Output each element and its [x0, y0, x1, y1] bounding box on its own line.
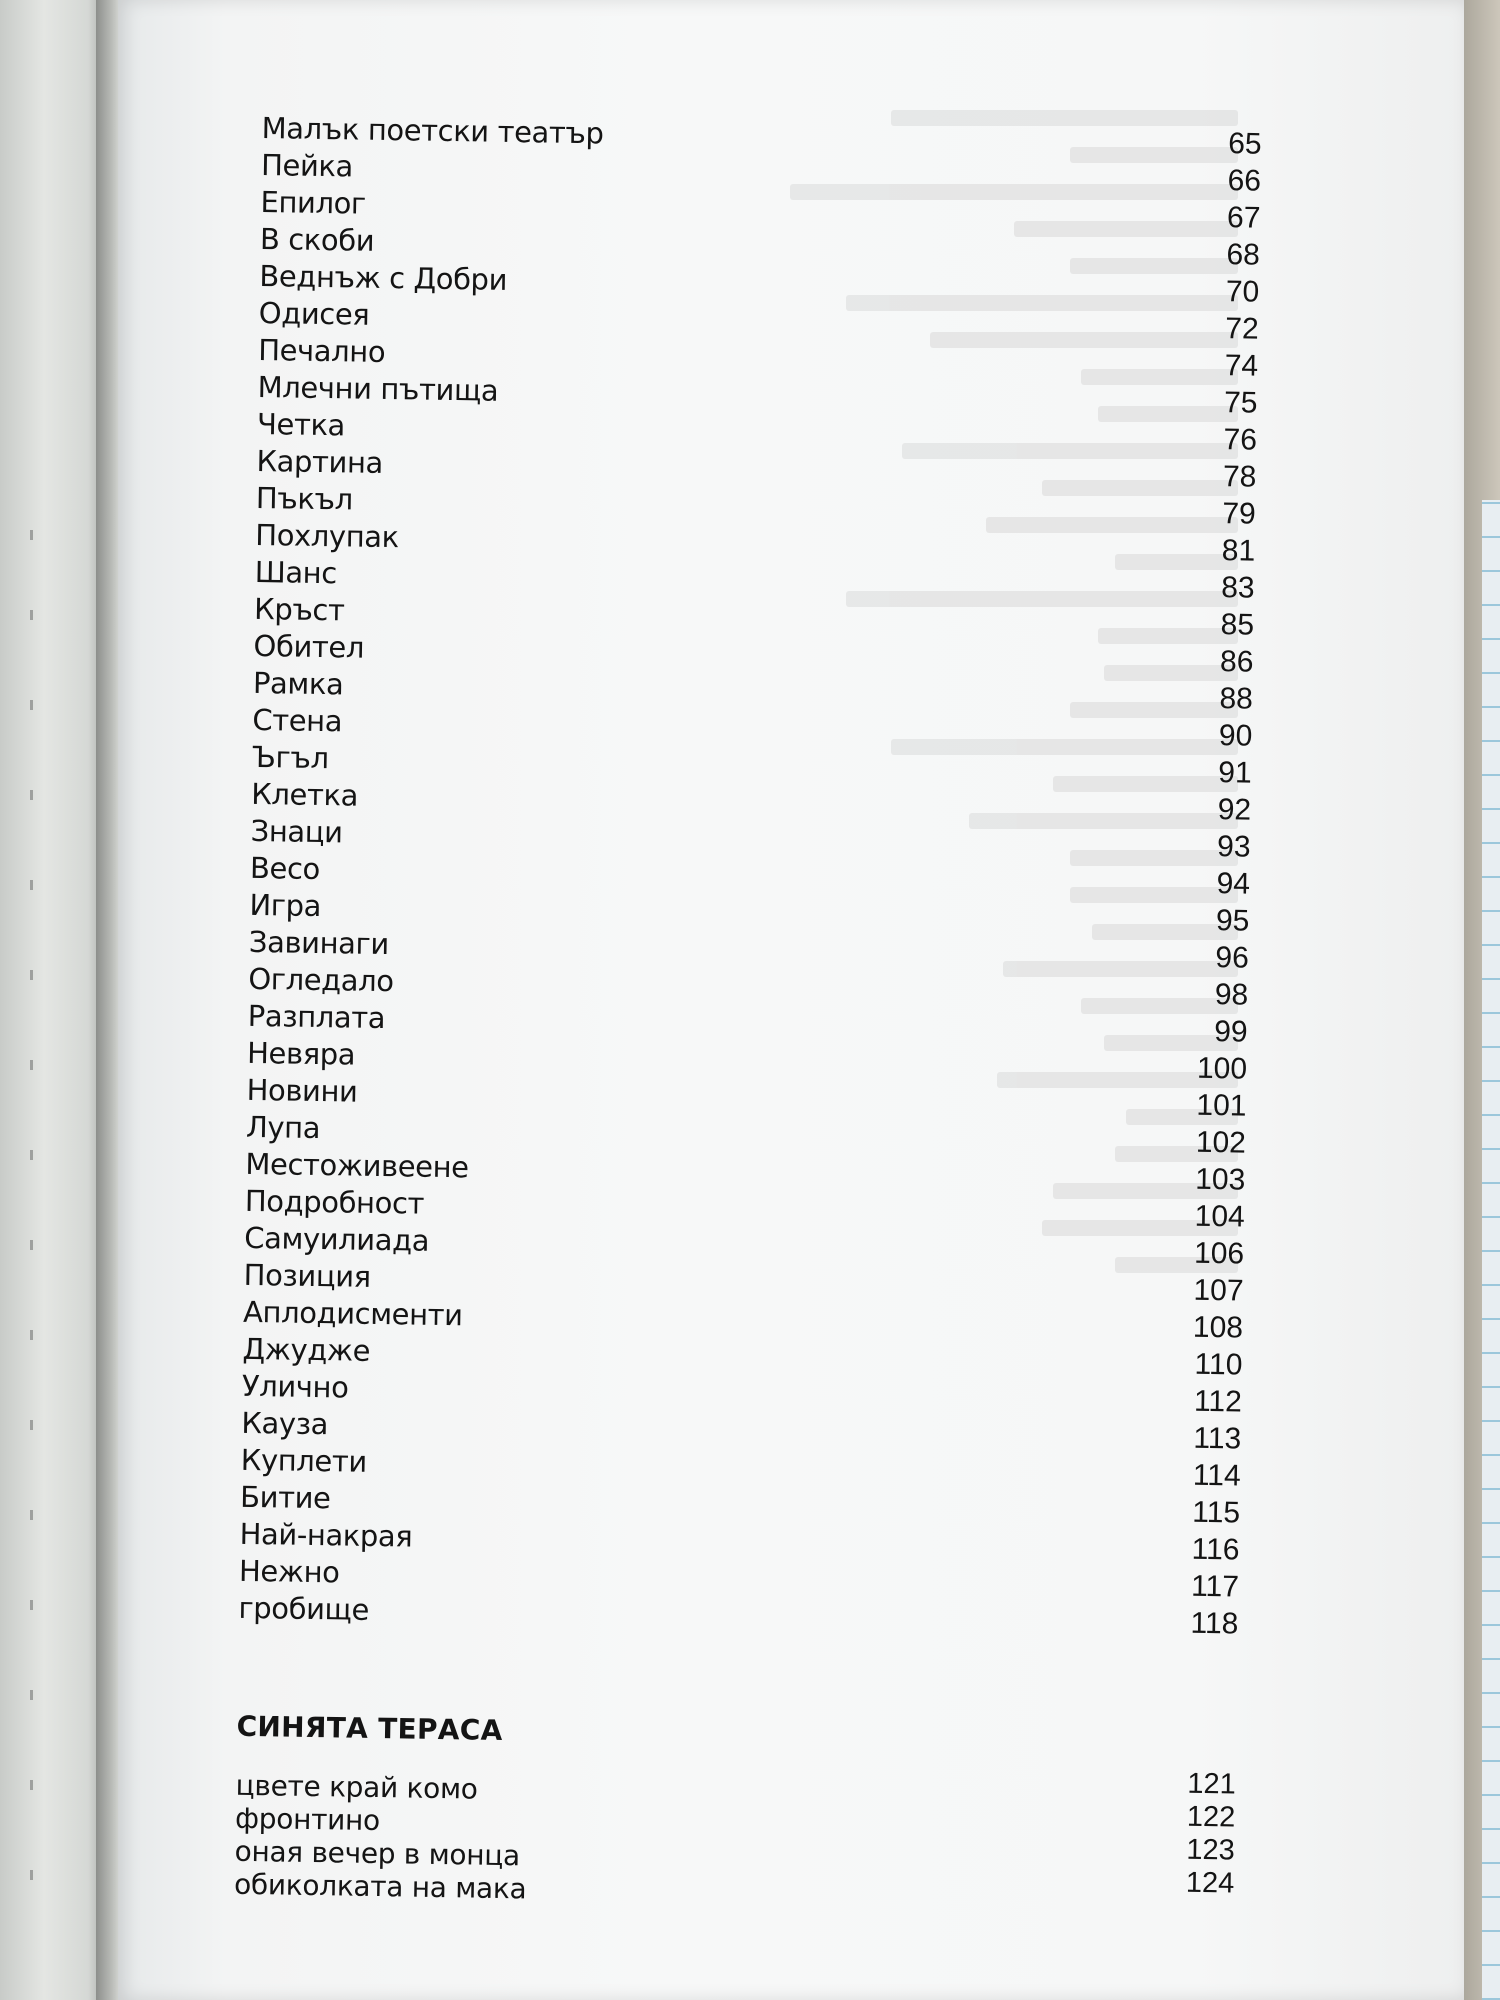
entry-title: В скоби [259, 221, 375, 258]
page-number: 92 [1217, 793, 1252, 827]
page-number: 66 [1227, 164, 1262, 198]
page-number: 95 [1215, 904, 1250, 938]
section-entry-list [234, 1769, 1236, 1917]
left-page-print-mark [30, 530, 33, 540]
entry-title: Подробност [244, 1183, 425, 1221]
section-titles [234, 1769, 1236, 1917]
entry-title: Нежно [238, 1553, 340, 1590]
left-page-print-mark [30, 610, 33, 620]
entry-title: Битие [239, 1479, 331, 1516]
entry-title: Невяра [246, 1035, 356, 1072]
page-number: 117 [1190, 1569, 1240, 1604]
table-of-contents [234, 110, 1262, 1916]
entry-title: Завинаги [248, 924, 390, 962]
left-page-print-mark [30, 1240, 33, 1250]
page-number: 110 [1194, 1347, 1243, 1382]
entry-title: Игра [249, 887, 322, 924]
page-number: 74 [1224, 349, 1259, 383]
page-number: 83 [1220, 571, 1255, 605]
page-number: 78 [1222, 460, 1257, 494]
page-number: 108 [1192, 1310, 1244, 1345]
page-number: 100 [1196, 1051, 1248, 1086]
left-page-print-mark [30, 1600, 33, 1610]
left-page-print-mark [30, 1780, 33, 1790]
page-number: 107 [1193, 1273, 1244, 1308]
entry-title: Улично [241, 1368, 349, 1405]
page-number: 122 [1186, 1800, 1236, 1834]
entry-title: Лупа [245, 1109, 321, 1146]
left-page-print-mark [30, 1330, 33, 1340]
left-page-print-mark [30, 880, 33, 890]
entry-title: Млечни пътища [257, 369, 499, 408]
entry-title: Ъгъл [251, 739, 329, 776]
entry-title: Самуилиада [244, 1220, 430, 1258]
toc-entry-list [238, 110, 1262, 1643]
entry-title: оная вечер в монца [234, 1834, 521, 1873]
entry-title: Одисея [258, 295, 370, 332]
page-number: 79 [1222, 497, 1257, 531]
entry-title: Пъкъл [255, 480, 354, 517]
entry-title: Кауза [241, 1405, 329, 1442]
page-number: 93 [1216, 830, 1251, 864]
entry-title: Аплодисменти [242, 1294, 463, 1333]
page-number: 91 [1218, 756, 1252, 790]
entry-title: Позиция [243, 1257, 372, 1294]
left-page-print-mark [30, 700, 33, 710]
page-number: 70 [1225, 275, 1260, 309]
page-number: 101 [1196, 1088, 1247, 1123]
entry-title: Местоживеене [245, 1146, 469, 1185]
entry-title: Огледало [248, 961, 394, 999]
page-number: 121 [1187, 1767, 1237, 1801]
page-number: 90 [1218, 719, 1253, 753]
section-page-numbers [1154, 1767, 1236, 1900]
page-number: 112 [1193, 1384, 1243, 1419]
page-number: 99 [1214, 1015, 1248, 1049]
page-number: 104 [1194, 1199, 1245, 1234]
page-number: 116 [1191, 1532, 1240, 1567]
page-number: 124 [1185, 1866, 1235, 1900]
entry-title: Весо [249, 850, 321, 887]
left-page-print-mark [30, 790, 33, 800]
entry-title: Епилог [260, 184, 367, 221]
entry-title: гробище [238, 1590, 370, 1627]
entry-title: Новини [246, 1072, 358, 1109]
page-number: 72 [1225, 312, 1259, 346]
page-number: 94 [1216, 867, 1251, 901]
page-number: 113 [1193, 1421, 1242, 1456]
section-heading: СИНЯТА ТЕРАСА [236, 1709, 503, 1747]
entry-title: Кръст [253, 591, 345, 628]
entry-title: Обител [253, 628, 365, 665]
entry-title: Четка [256, 406, 346, 443]
left-page-print-mark [30, 1510, 33, 1520]
left-page-print-mark [30, 1690, 33, 1700]
entry-title: Картина [256, 443, 384, 480]
grid-paper-strip [1482, 500, 1500, 2000]
page-number: 86 [1219, 645, 1254, 679]
page-number: 98 [1214, 978, 1249, 1012]
entry-title: Клетка [250, 776, 359, 813]
entry-title: Шанс [254, 554, 338, 591]
left-page-print-mark [30, 1150, 33, 1160]
page-number: 96 [1215, 941, 1250, 975]
page-number: 118 [1190, 1606, 1239, 1641]
page-number: 114 [1192, 1458, 1241, 1493]
entry-title: обиколката на мака [233, 1867, 527, 1906]
entry-title: Похлупак [255, 517, 400, 555]
entry-title: Малък поетски театър [261, 110, 604, 151]
left-page-print-mark [30, 1870, 33, 1880]
page-number: 65 [1227, 127, 1262, 161]
left-page-print-mark [30, 1060, 33, 1070]
entry-title: цвете край комо [235, 1768, 478, 1806]
page-number: 106 [1193, 1236, 1245, 1271]
entry-title: фронтино [234, 1801, 381, 1838]
page-number: 67 [1226, 201, 1261, 235]
page-number: 88 [1219, 682, 1254, 716]
entry-title: Пейка [260, 147, 354, 184]
entry-title: Знаци [250, 813, 343, 850]
entry-title: Стена [252, 702, 343, 739]
entry-title: Разплата [247, 998, 386, 1036]
entry-title: Джудже [242, 1331, 371, 1368]
entry-title: Рамка [252, 665, 344, 702]
page-number: 75 [1223, 386, 1258, 420]
entry-title: Куплети [240, 1442, 368, 1479]
page-number: 103 [1194, 1162, 1246, 1197]
page-number: 85 [1220, 608, 1255, 642]
left-page-edge [0, 0, 110, 2000]
page-number: 115 [1192, 1495, 1241, 1530]
page-number: 68 [1226, 238, 1261, 272]
page-number: 76 [1223, 423, 1258, 457]
entry-title: Печално [257, 332, 386, 369]
page-number: 102 [1195, 1125, 1247, 1160]
entry-title: Най-накрая [239, 1516, 413, 1554]
page-number: 123 [1186, 1833, 1236, 1867]
left-page-print-mark [30, 1420, 33, 1430]
page-number: 81 [1221, 534, 1256, 568]
entry-title: Веднъж с Добри [259, 258, 508, 297]
left-page-print-mark [30, 970, 33, 980]
